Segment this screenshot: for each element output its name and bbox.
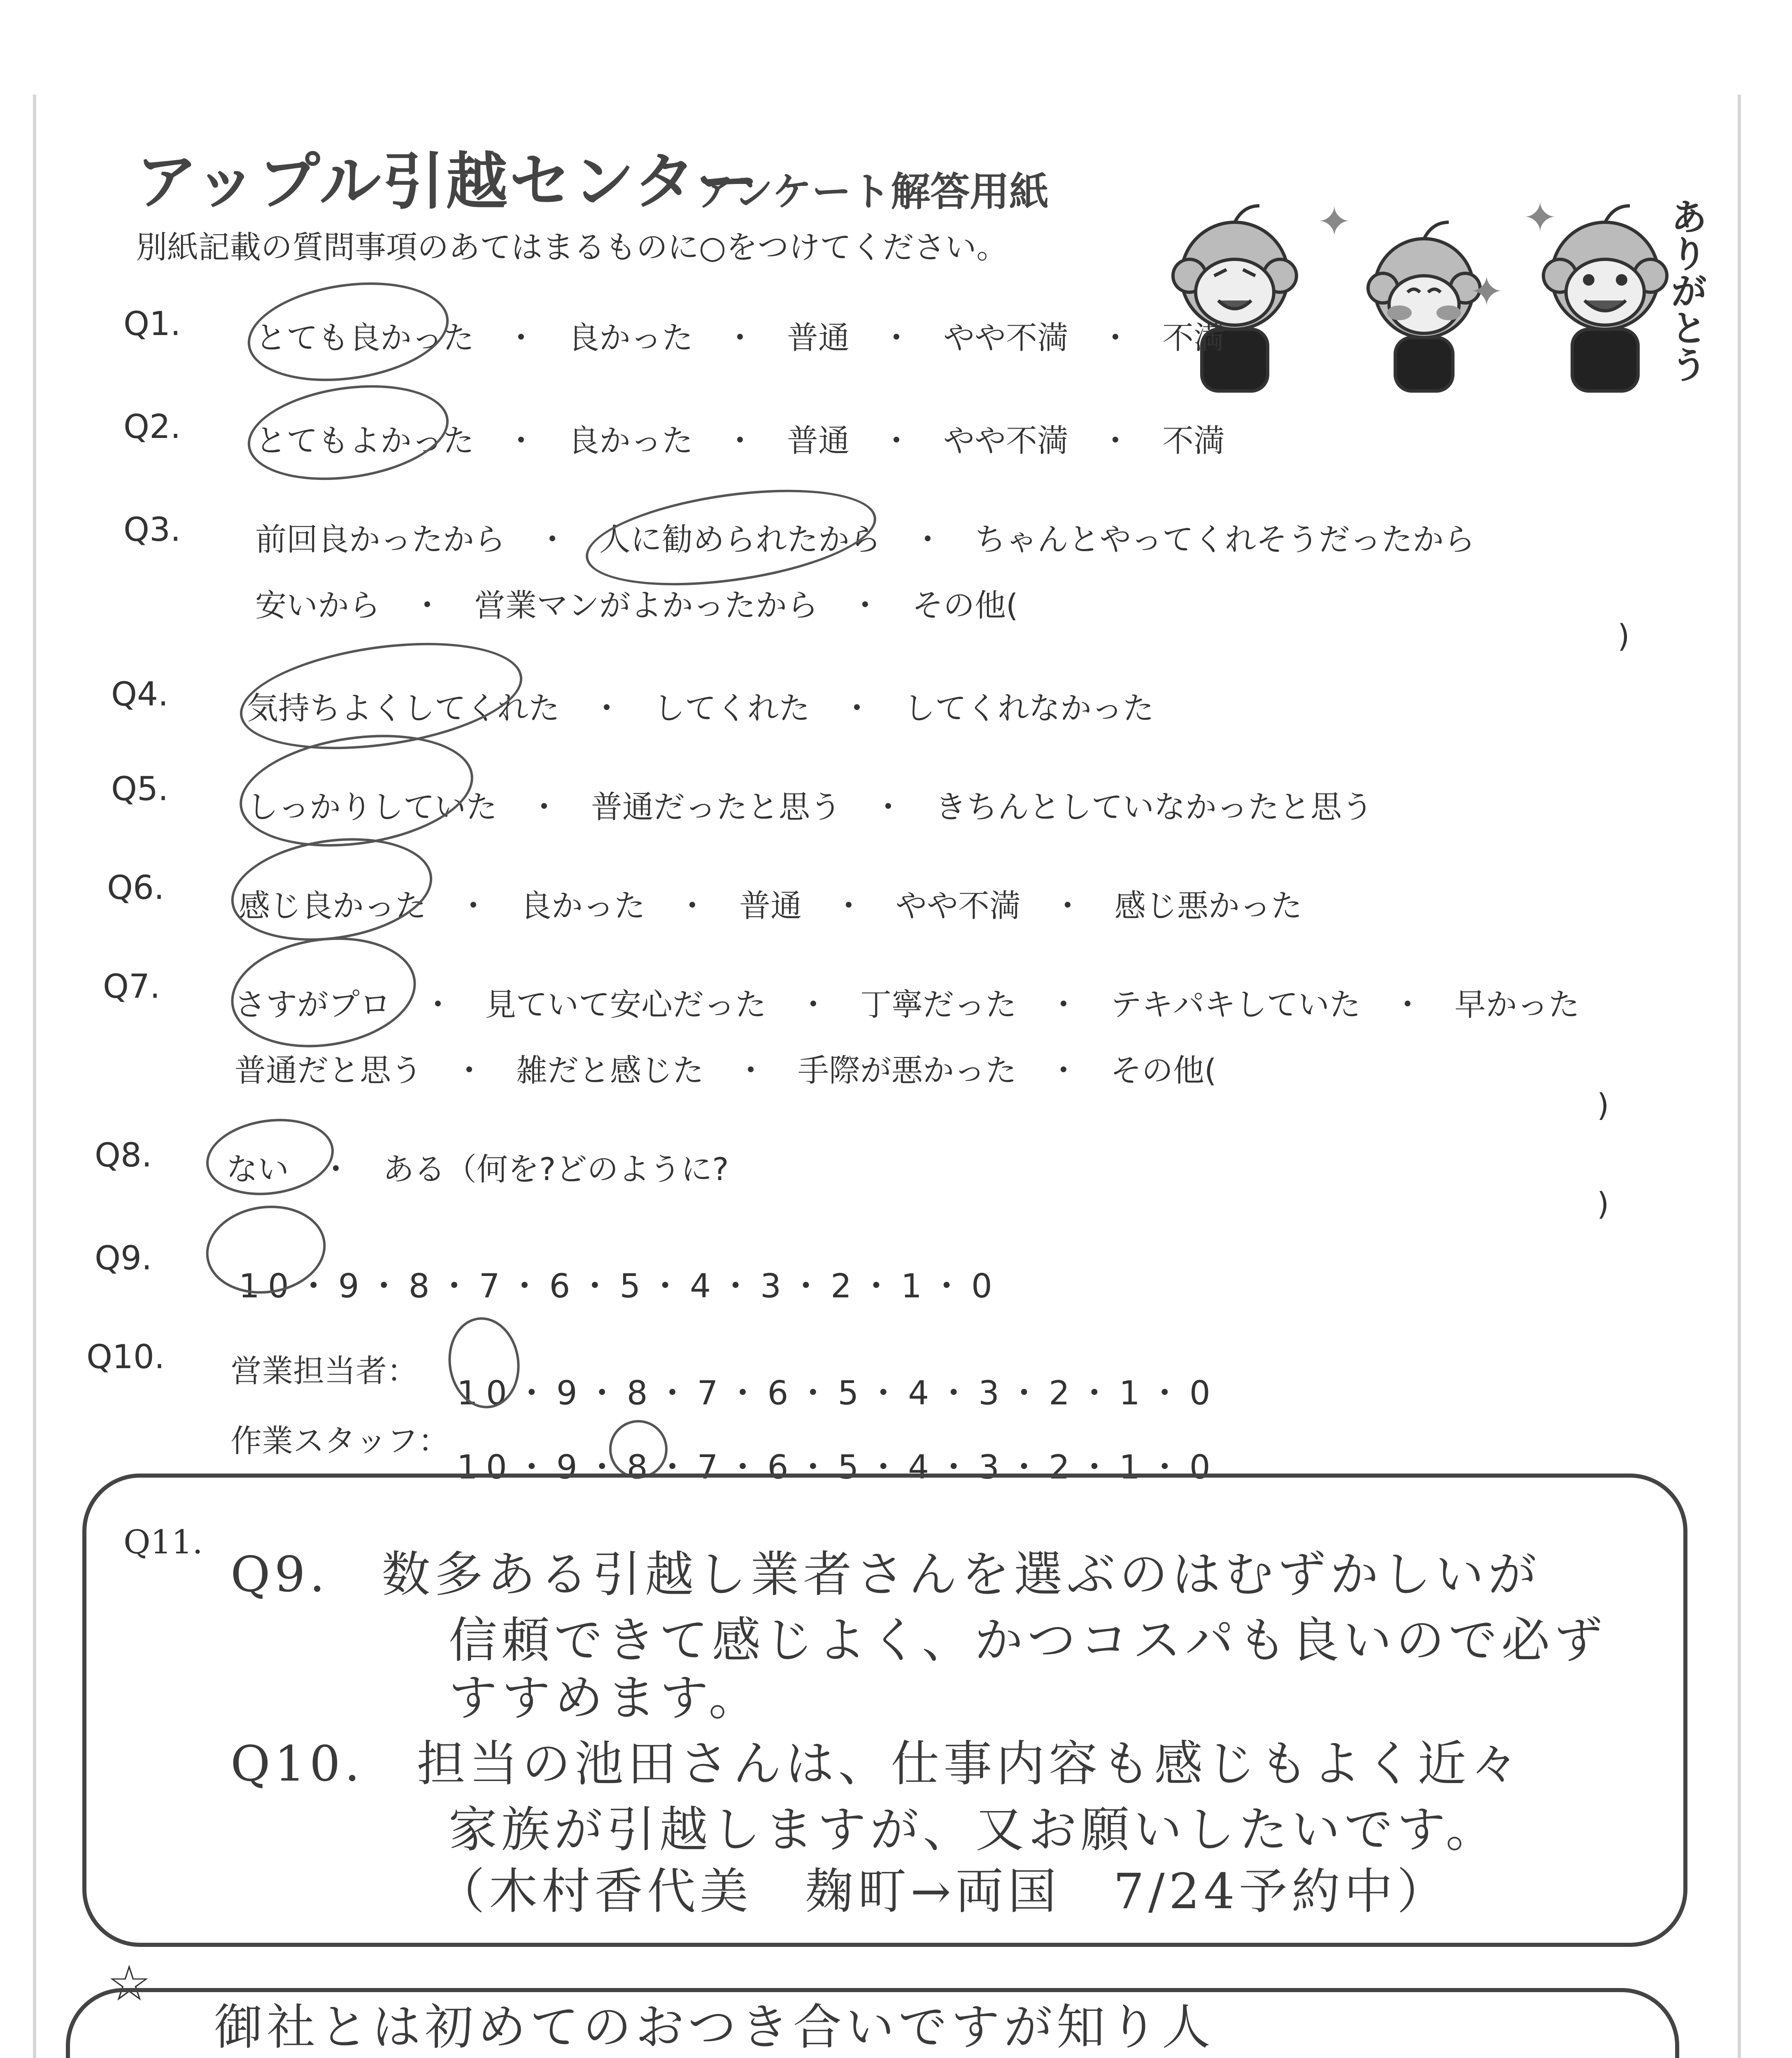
q7-option-9[interactable]: その他( bbox=[1110, 1052, 1217, 1089]
q10-sales-scale[interactable]: 10・9・8・7・6・5・4・3・2・1・0 bbox=[457, 1374, 1219, 1412]
q6-option-5[interactable]: 感じ悪かった bbox=[1115, 887, 1302, 924]
q1-option-5[interactable]: 不満 bbox=[1162, 319, 1225, 356]
q5-option-3[interactable]: きちんとしていなかったと思う bbox=[935, 789, 1373, 825]
mascot-caption: ありがとう bbox=[1664, 198, 1707, 383]
q1-option-3[interactable]: 普通 bbox=[787, 319, 849, 356]
q7-close-paren: ) bbox=[1597, 1087, 1609, 1123]
free-comment-line-2 bbox=[214, 2054, 1110, 2058]
q3-option-2[interactable]: 人に勧められたから bbox=[599, 521, 881, 558]
q3-option-4[interactable]: 安いから bbox=[255, 587, 380, 624]
q2-option-5[interactable]: 不満 bbox=[1162, 422, 1225, 459]
q4-label: Q4. bbox=[111, 675, 169, 713]
q11-answer-line-3: すすめます。 bbox=[449, 1669, 761, 1726]
q7-option-1[interactable]: さすがプロ bbox=[235, 986, 391, 1023]
q1-options: とても良かった ・ 良かった ・ 普通 ・ やや不満 ・ 不満 bbox=[255, 319, 1225, 356]
q6-label: Q6. bbox=[107, 868, 165, 907]
q2-option-4[interactable]: やや不満 bbox=[943, 422, 1068, 459]
q2-option-2[interactable]: 良かった bbox=[568, 422, 693, 459]
q7-option-4[interactable]: テキパキしていた bbox=[1110, 986, 1361, 1023]
mascot-illustration bbox=[1144, 181, 1720, 412]
q5-option-2[interactable]: 普通だったと思う bbox=[591, 789, 841, 825]
free-comment-line-1: 御社とは初めてのおつき合いですが知り人 bbox=[214, 1999, 1215, 2056]
sparkle-icon: ✦ bbox=[1469, 268, 1504, 316]
q4-option-1[interactable]: 気持ちよくしてくれた bbox=[247, 690, 560, 726]
q3-options-line1: 前回良かったから ・ 人に勧められたから ・ ちゃんとやってくれそうだったから bbox=[255, 521, 1475, 558]
q3-label: Q3. bbox=[123, 510, 181, 549]
q8-close-paren: ) bbox=[1597, 1185, 1609, 1222]
q6-option-1[interactable]: 感じ良かった bbox=[239, 887, 426, 924]
q3-option-6[interactable]: その他( bbox=[912, 587, 1018, 624]
q11-answer-line-1: Q9. 数多ある引越し業者さんを選ぶのはむずかしいが bbox=[230, 1546, 1541, 1603]
mascot-shy bbox=[1368, 222, 1480, 391]
company-name: アップル引越センター bbox=[136, 146, 761, 218]
q7-options-line1: さすがプロ ・ 見ていて安心だった ・ 丁寧だった ・ テキパキしていた ・ 早かった bbox=[235, 986, 1580, 1023]
q5-options: しっかりしていた ・ 普通だったと思う ・ きちんとしていなかったと思う bbox=[247, 789, 1373, 825]
q8-options: ない ・ ある（何を?どのように? bbox=[226, 1151, 729, 1187]
q7-option-2[interactable]: 見ていて安心だった bbox=[485, 986, 766, 1023]
q8-label: Q8. bbox=[95, 1136, 152, 1174]
q11-answer-line-4: Q10. 担当の池田さんは、仕事内容も感じもよく近々 bbox=[230, 1735, 1523, 1792]
q7-option-7[interactable]: 雑だと感じた bbox=[516, 1052, 704, 1089]
q1-option-1[interactable]: とても良かった bbox=[255, 319, 474, 356]
q4-option-3[interactable]: してくれなかった bbox=[904, 690, 1154, 726]
form-subtitle: アンケート解答用紙 bbox=[696, 169, 1049, 215]
q7-option-6[interactable]: 普通だと思う bbox=[235, 1052, 422, 1089]
q2-label: Q2. bbox=[123, 407, 181, 446]
q4-options: 気持ちよくしてくれた ・ してくれた ・ してくれなかった bbox=[247, 690, 1154, 726]
q3-options-line2: 安いから ・ 営業マンがよかったから ・ その他( bbox=[255, 587, 1018, 624]
instruction-text: 別紙記載の質問事項のあてはまるものに○をつけてください。 bbox=[136, 229, 1008, 265]
q2-option-1[interactable]: とてもよかった bbox=[255, 422, 474, 459]
q4-option-2[interactable]: してくれた bbox=[654, 690, 810, 726]
q11-answer-line-5: 家族が引越しますが、又お願いしたいです。 bbox=[449, 1801, 1499, 1858]
q11-label: Q11. bbox=[123, 1523, 203, 1561]
q2-option-3[interactable]: 普通 bbox=[787, 422, 849, 459]
q11-answer-line-2: 信頼できて感じよく、かつコスパも良いので必ず bbox=[449, 1612, 1607, 1669]
q10-label: Q10. bbox=[86, 1338, 165, 1376]
q3-option-5[interactable]: 営業マンがよかったから bbox=[474, 587, 818, 624]
q7-option-8[interactable]: 手際が悪かった bbox=[798, 1052, 1017, 1089]
q7-options-line2: 普通だと思う ・ 雑だと感じた ・ 手際が悪かった ・ その他( bbox=[235, 1052, 1217, 1089]
q1-option-4[interactable]: やや不満 bbox=[943, 319, 1068, 356]
q8-option-2[interactable]: ある（何を?どのように? bbox=[383, 1151, 729, 1187]
q7-option-5[interactable]: 早かった bbox=[1455, 986, 1580, 1023]
q10-staff-label: 作業スタッフ： bbox=[230, 1422, 449, 1459]
sparkle-icon: ✦ bbox=[1523, 193, 1557, 242]
q6-option-3[interactable]: 普通 bbox=[739, 887, 802, 924]
q11-answer-line-6: （木村香代美 麹町→両国 7/24予約中） bbox=[436, 1863, 1450, 1920]
q5-option-1[interactable]: しっかりしていた bbox=[247, 789, 497, 825]
q1-option-2[interactable]: 良かった bbox=[568, 319, 693, 356]
q3-close-paren: ) bbox=[1617, 617, 1630, 654]
q8-option-1[interactable]: ない bbox=[226, 1151, 289, 1187]
q2-options: とてもよかった ・ 良かった ・ 普通 ・ やや不満 ・ 不満 bbox=[255, 422, 1225, 459]
q10-sales-label: 営業担当者： bbox=[230, 1353, 418, 1389]
sparkle-icon: ✦ bbox=[1317, 198, 1352, 246]
q6-options: 感じ良かった ・ 良かった ・ 普通 ・ やや不満 ・ 感じ悪かった bbox=[239, 887, 1302, 924]
q10-staff-scale[interactable]: 10・9・8・7・6・5・4・3・2・1・0 bbox=[457, 1448, 1219, 1486]
star-icon: ☆ bbox=[107, 1955, 151, 2012]
q3-option-3[interactable]: ちゃんとやってくれそうだったから bbox=[975, 521, 1475, 558]
q9-label: Q9. bbox=[95, 1239, 152, 1277]
q6-option-2[interactable]: 良かった bbox=[520, 887, 645, 924]
q7-option-3[interactable]: 丁寧だった bbox=[860, 986, 1017, 1023]
q6-option-4[interactable]: やや不満 bbox=[896, 887, 1021, 924]
q7-label: Q7. bbox=[103, 967, 161, 1006]
q5-label: Q5. bbox=[111, 770, 169, 808]
q9-scale[interactable]: 10・9・8・7・6・5・4・3・2・1・0 bbox=[239, 1267, 1001, 1305]
mascot-laughing bbox=[1173, 206, 1296, 391]
q3-option-1[interactable]: 前回良かったから bbox=[255, 521, 505, 558]
q1-label: Q1. bbox=[123, 305, 181, 343]
mascot-smiling bbox=[1543, 206, 1667, 391]
